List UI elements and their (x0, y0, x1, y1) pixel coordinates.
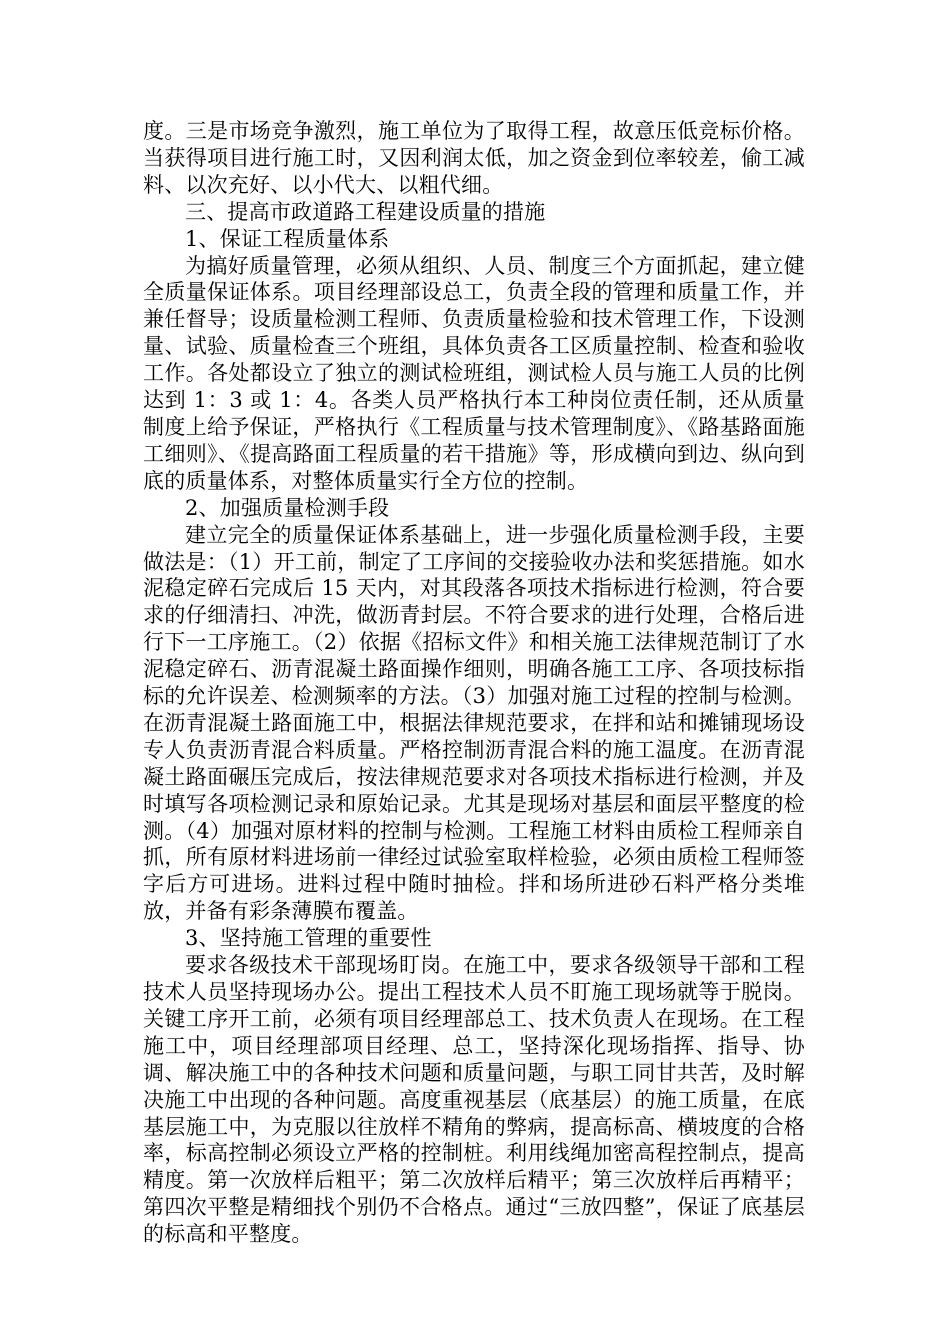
subheading-construction-management: 3、坚持施工管理的重要性 (185, 926, 432, 951)
paragraph-construction-management: 要求各级技术干部现场盯岗。在施工中，要求各级领导干部和工程技术人员坚持现场办公。提出工程技术人员不盯施工现场就等于脱岗。关键工序开工前，必须有项目经理部总工、技术负责人在现场。在工程施工中，项目经理部项目经理、总工，坚持深化现场指挥、指导、协调、解决施工中的各种技术问题和质量问题，与职工同甘共苦，及时解决施工中出现的各种问题。高度重视基层（底基层）的施工质量，在底基层施工中，为克服以往放样不精角的弊病，提高标高、横坡度的合格率，标高控制必须设立严格的控制桩。利用线绳加密高程控制点，提高精度。第一次放样后粗平；第二次放样后精平；第三次放样后再精平；第四次平整是精细找个别仍不合格点。通过“三放四整”，保证了底基层的标高和平整度。 (143, 953, 805, 1247)
section-heading-measures: 三、提高市政道路工程建设质量的措施 (185, 199, 546, 224)
paragraph-continuation: 度。三是市场竞争激烈，施工单位为了取得工程，故意压低竞标价格。当获得项目进行施工时，又因利润太低，加之资金到位率较差，偷工减料、以次充好、以小代大、以粗代细。 (143, 119, 805, 197)
subheading-quality-system: 1、保证工程质量体系 (185, 226, 390, 251)
document-page (143, 118, 805, 1248)
paragraph-quality-testing: 建立完全的质量保证体系基础上，进一步强化质量检测手段，主要做法是：（1）开工前，制定了工序间的交接验收办法和奖惩措施。如水泥稳定碎石完成后 15 天内，对其段落各项技术指标进行检测，符合要求的仔细清扫、冲洗，做沥青封层。不符合要求的进行处理，合格后进行下一工序施工。（2）依据《招标文件》和相关施工法律规范制订了水泥稳定碎石、沥青混凝土路面操作细则，明确各施工工序、各项技标指标的允许误差、检测频率的方法。（3）加强对施工过程的控制与检测。在沥青混凝土路面施工中，根据法律规范要求，在拌和站和摊铺现场设专人负责沥青混合料质量。严格控制沥青混合料的施工温度。在沥青混凝土路面碾压完成后，按法律规范要求对各项技术指标进行检测，并及时填写各项检测记录和原始记录。尤其是现场对基层和面层平整度的检测。（4）加强对原材料的控制与检测。工程施工材料由质检工程师亲自抓，所有原材料进场前一律经过试验室取样检验，必须由质检工程师签字后方可进场。进料过程中随时抽检。拌和场所进砂石料严格分类堆放，并备有彩条薄膜布覆盖。 (143, 522, 805, 924)
subheading-quality-testing: 2、加强质量检测手段 (185, 495, 390, 520)
paragraph-quality-system: 为搞好质量管理，必须从组织、人员、制度三个方面抓起，建立健全质量保证体系。项目经理部设总工，负责全段的管理和质量工作，并兼任督导；设质量检测工程师、负责质量检验和技术管理工作，下设测量、试验、质量检查三个班组，具体负责各工区质量控制、检查和验收工作。各处都设立了独立的测试检班组，测试检人员与施工人员的比例达到 1：3 或 1：4。各类人员严格执行本工种岗位责任制，还从质量制度上给予保证，严格执行《工程质量与技术管理制度》、《路基路面施工细则》、《提高路面工程质量的若干措施》等，形成横向到边、纵向到底的质量体系，对整体质量实行全方位的控制。 (143, 253, 805, 493)
